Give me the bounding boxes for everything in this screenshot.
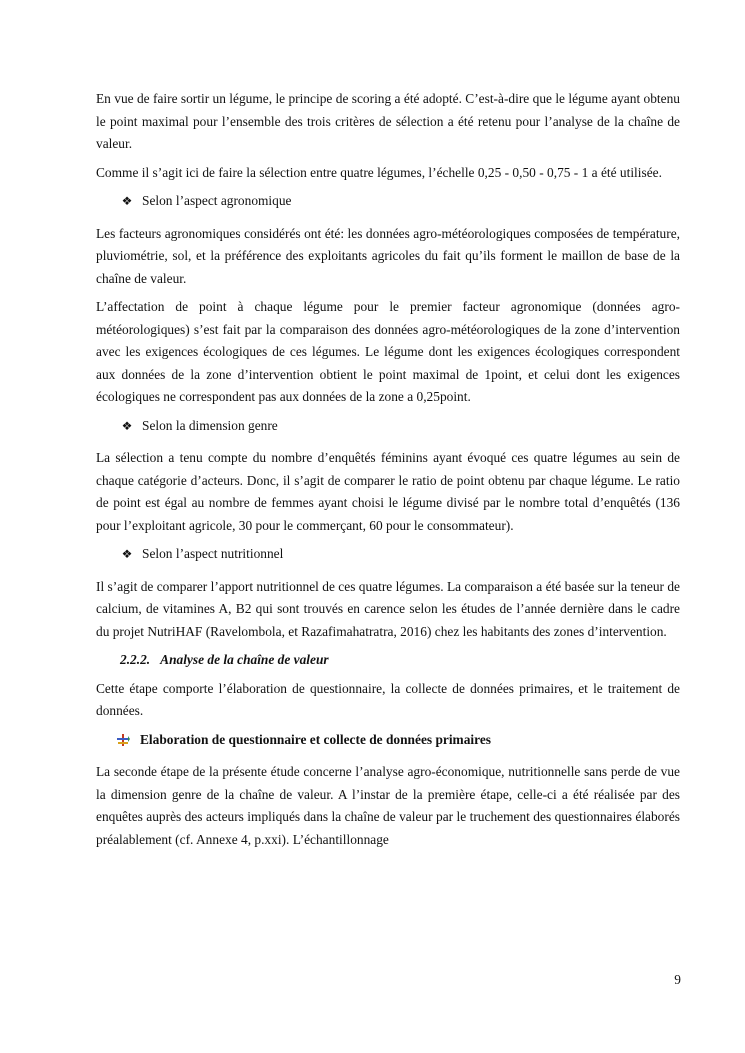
bullet-label: Selon l’aspect agronomique <box>142 193 292 208</box>
bullet-genre <box>120 415 680 438</box>
paragraph-second-step: La seconde étape de la présente étude concerne l’analyse agro-économique, nutritionnelle sans perde de vue la dimension genre de la chaîne de valeur. A l’instar de la première étape, celle-ci a été réalisée par des enquêtes auprès des acteurs impliqués dans la chaîne de valeur par le truchement des questionnaires élaborés préalablement (cf. Annexe 4, p.xxi). L’échantillonnage <box>96 764 680 847</box>
subheading-title: Elaboration de questionnaire et collecte de données primaires <box>140 731 491 747</box>
diamond-bullet-icon: ❖ <box>121 547 133 561</box>
paragraph-agronomic-factors: Les facteurs agronomiques considérés ont été: les données agro-météorologiques composées de température, pluviométrie, sol, et la préférence des exploitants agricoles du fait qu’ils forment le maillon de base de la chaîne de valeur. <box>96 225 680 286</box>
section-number: 2.2.2. <box>120 652 151 667</box>
paragraph-scoring: En vue de faire sortir un légume, le principe de scoring a été adopté. C’est-à-dire que le légume ayant obtenu le point maximal pour l’ensemble des trois critères de sélection a été retenu pour l’analyse de la chaîne de valeur. <box>96 91 680 151</box>
diamond-bullet-icon: ❖ <box>121 418 133 433</box>
bullet-agronomique <box>120 190 680 213</box>
bullet-label: Selon l’aspect nutritionnel <box>142 546 284 561</box>
section-title: Analyse de la chaîne de valeur <box>160 652 329 667</box>
paragraph-nutrition: Il s’agit de comparer l’apport nutritionnel de ces quatre légumes. La comparaison a été basée sur la teneur de calcium, de vitamines A, B2 qui sont trouvés en carence selon les études de l’année dernière dans le cadre du projet NutriHAF (Ravelombola, et Razafimahatratra, 2016) chez les habitants des zones d’intervention. <box>96 578 680 639</box>
section-heading <box>120 649 680 672</box>
document-page <box>96 88 680 857</box>
colored-arrow-icon <box>116 733 130 747</box>
paragraph-point-allocation: L’affectation de point à chaque légume pour le premier facteur agronomique (données agro-météorologiques) s’est fait par la comparaison des données agro-météorologiques de la zone d’intervention avec les exigences écologiques de ces légumes. Le légume dont les exigences écologiques correspondent aux données de la zone d’intervention obtient le point maximal de 1point, et celui dont les exigences écologiques ne correspondent pas aux données de la zone a 0,25point. <box>96 299 680 404</box>
paragraph-gender-selection: La sélection a tenu compte du nombre d’enquêtés féminins ayant évoqué ces quatre légumes au sein de chaque catégorie d’acteurs. Donc, il s’agit de comparer le ratio de point obtenu par chaque légume. Le ratio de point est égal au nombre de femmes ayant choisi le légume divisé par le nombre total d’enquêtés (136 pour l’exploitant agricole, 30 pour le commerçant, 60 pour le consommateur). <box>96 450 680 533</box>
diamond-bullet-icon: ❖ <box>121 194 133 208</box>
bullet-nutritionnel <box>120 543 680 566</box>
bullet-label: Selon la dimension genre <box>142 417 278 433</box>
subheading <box>116 729 680 752</box>
page-number: 9 <box>674 972 681 987</box>
paragraph-step-description: Cette étape comporte l’élaboration de questionnaire, la collecte de données primaires, et le traitement de données. <box>96 680 680 718</box>
paragraph-scale: Comme il s’agit ici de faire la sélection entre quatre légumes, l’échelle 0,25 - 0,50 - 0,75 - 1 a été utilisée. <box>96 164 662 180</box>
